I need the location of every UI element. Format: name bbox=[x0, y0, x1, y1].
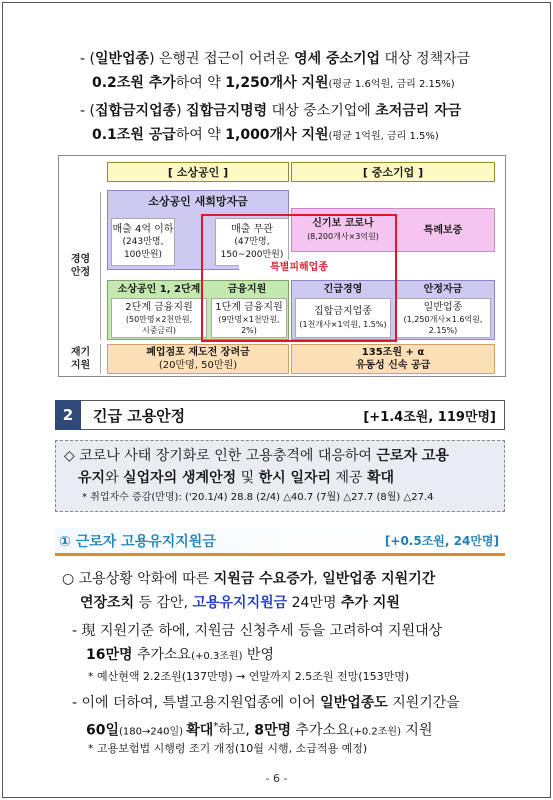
row-label-recovery: 재기 지원 bbox=[61, 344, 101, 374]
summary-box bbox=[55, 440, 505, 512]
body-note-1: * 예산현액 2.2조원(137만명) → 연말까지 2.5조원 전망(153만명) bbox=[88, 670, 410, 683]
stable-label: 안정자금 bbox=[423, 283, 463, 295]
section-2-number: 2 bbox=[55, 400, 81, 430]
loan-finance-label: 금융지원 bbox=[227, 283, 267, 295]
summary-line-2: 유지와 실업자의 생계안정 및 한시 일자리 제공 확대 bbox=[78, 470, 395, 486]
row-label-management: 경영 안정 bbox=[61, 192, 101, 340]
rev4-box: 매출 4억 이하 (243만명, 100만원) bbox=[111, 218, 175, 266]
header-small-business: [ 소상공인 ] bbox=[107, 162, 289, 182]
body-d2: - 이에 더하여, 특별고용지원업종에 이어 일반업종도 지원기간을 bbox=[72, 695, 460, 711]
bullet-general: - (일반업종) 은행권 접근이 어려운 영세 중소기업 대상 정책자금 bbox=[80, 51, 471, 67]
general-box: 일반업종 (1,250개사×1.6억원, 2.15%) bbox=[395, 298, 491, 338]
section-2-figure: [+1.4조원, 119만명] bbox=[363, 409, 496, 425]
body-o1-line2: 연장조치 등 감안, 고용유지지원금 24만명 추가 지원 bbox=[80, 595, 400, 611]
rev-any-box: 매출 무관 (47만명, 150~200만원) bbox=[215, 218, 289, 266]
banned-box: 집합금지업종 (1천개사×1억원, 1.5%) bbox=[295, 298, 391, 338]
summary-line-1: ◇ 코로나 사태 장기화로 인한 고용충격에 대응하여 근로자 고용 bbox=[64, 448, 449, 464]
body-note-2: * 고용보험법 시행령 조기 개정(10월 시행, 소급적용 예정) bbox=[88, 742, 368, 755]
body-d1-line2: 16만명 추가소요(+0.3조원) 반영 bbox=[86, 647, 274, 663]
body-o1: ○ 고용상황 악화에 따른 지원금 수요증가, 일반업종 지원기간 bbox=[62, 571, 436, 587]
section-2-header bbox=[55, 400, 505, 430]
stage2-box: 2단계 금융지원 (50만명×2천만원, 시중금리) bbox=[111, 298, 207, 338]
hope-fund-box: 소상공인 새희망자금 bbox=[107, 190, 289, 270]
bullet-banned-line2: 0.1조원 공급하여 약 1,000개사 지원(평균 1억원, 금리 1.5%) bbox=[92, 127, 439, 143]
loan12-label: 소상공인 1, 2단계 bbox=[117, 283, 201, 295]
liquidity-box: 135조원 + α 유동성 신속 공급 bbox=[291, 344, 495, 374]
subsection-1-figure: [+0.5조원, 24만명] bbox=[384, 534, 499, 548]
support-diagram bbox=[58, 155, 506, 377]
page-number: - 6 - bbox=[265, 772, 288, 785]
special-damage-label: 특별피해업종 bbox=[239, 260, 359, 274]
kodit-label: 신기보 코로나 (8,200개사×3억원) bbox=[307, 218, 379, 241]
summary-note: * 취업자수 증감(만명): ('20.1/4) 28.8 (2/4) △40.7 (7월) △27.7 (8월) △27.4 bbox=[82, 492, 434, 503]
stage1-box: 1단계 금융지원 (9만명×1천만원, 2%) bbox=[211, 298, 287, 338]
header-sme: [ 중소기업 ] bbox=[291, 162, 495, 182]
section-2-title: 긴급 고용안정 bbox=[93, 406, 186, 425]
urgent-label: 긴급경영 bbox=[323, 283, 363, 295]
subsection-1-title: ① 근로자 고용유지지원금 bbox=[59, 533, 216, 550]
bullet-general-line2: 0.2조원 추가하여 약 1,250개사 지원(평균 1.6억원, 금리 2.15%) bbox=[92, 75, 455, 91]
special-damage-frame bbox=[201, 214, 397, 342]
special-guarantee-label: 특례보증 bbox=[423, 224, 463, 236]
body-d2-line2: 60일(180→240일) 확대*하고, 8만명 추가소요(+0.2조원) 지원 bbox=[86, 721, 433, 739]
closed-shop-box: 폐업점포 재도전 장려금 (20만명, 50만원) bbox=[107, 344, 289, 374]
body-d1: - 現 지원기준 하에, 지원금 신청추세 등을 고려하여 지원대상 bbox=[72, 623, 443, 639]
subsection-1-header bbox=[55, 528, 505, 556]
bullet-banned: - (집합금지업종) 집합금지명령 대상 중소기업에 초저금리 자금 bbox=[80, 103, 462, 119]
